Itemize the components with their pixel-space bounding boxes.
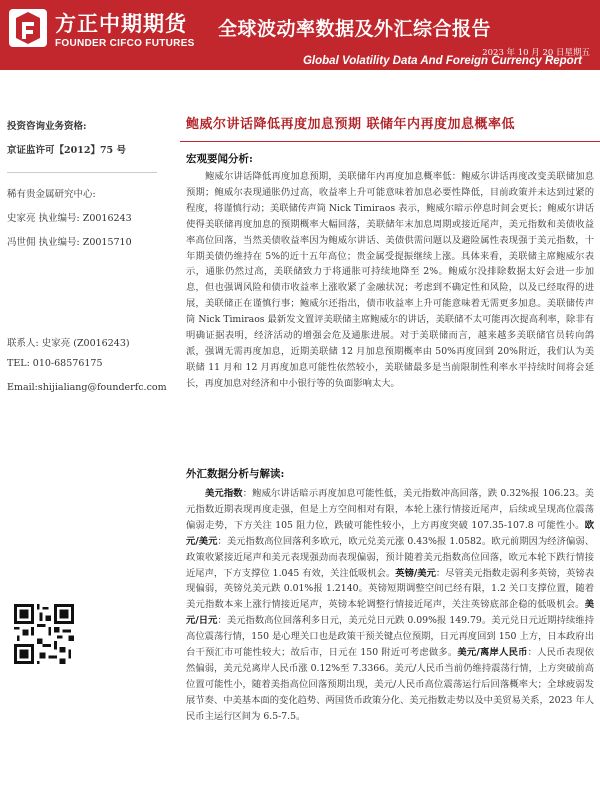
report-title-cn: 全球波动率数据及外汇综合报告 — [218, 18, 492, 40]
currency-pair-label: 美元/日元 — [186, 599, 594, 627]
sidebar — [0, 70, 170, 800]
report-title-en: Global Volatility Data And Foreign Currency Report — [302, 55, 582, 67]
fx-analysis-paragraph — [186, 486, 594, 725]
contact-email[interactable]: Email:shijialiang@founderfc.com — [7, 382, 167, 393]
currency-pair-commentary: ：美元指数高位回落利多欧元，欧元兑美元涨 0.43%报 1.0582。欧元前期因为经济偏弱、政策收紧接近尾声和美元表现强劲而表现偏弱，预计随着美元指数高位回落，欧元本轮下跌行情接近尾声，下方支撑位 1.045 有效，关注低吸机会。 — [186, 535, 594, 579]
analyst-1: 史家亮 执业编号: Z0016243 — [7, 213, 132, 224]
qr-code-icon — [14, 604, 74, 664]
title-divider — [180, 141, 600, 142]
qualification-label: 投资咨询业务资格: — [7, 121, 87, 132]
research-team: 稀有贵金属研究中心: — [7, 189, 96, 200]
currency-pair-label: 美元/离岸人民币 — [457, 647, 528, 659]
currency-pair-commentary: ：人民币表现依然偏弱，美元兑离岸人民币涨 0.12%至 7.3366。美元/人民币当前仍维持震荡行情，上方突破前高位置可能性小，随着美指高位回落预期出现，美元/人民币高位震荡运行后回落概率大；全球疲弱发展节奏、中美基本面的变化趋势、两国货币政策分化、美元指数走势以及中美贸易关系，2023 年人民币主运行区间为 6.5-7.5。 — [186, 647, 594, 722]
currency-pair-label: 欧元/美元 — [186, 519, 594, 547]
analyst-2: 冯世佣 执业编号: Z0015710 — [7, 237, 132, 248]
currency-pair-commentary: ：鲍威尔讲话暗示再度加息可能性低，美元指数冲高回落，跌 0.32%报 106.23。美元指数近期表现再度走强，但是上方空间相对有限，本轮上涨行情接近尾声，后续或呈现高位震荡偏弱走势，下方关注 105 阻力位，跌破可能性较小，上方再度突破 107.35-107.8 可能性小。 — [186, 488, 594, 531]
page-title: 鲍威尔讲话降低再度加息预期 联储年内再度加息概率低 — [186, 117, 516, 132]
founder-logo-icon — [8, 8, 48, 48]
section-heading-macro: 宏观要闻分析: — [186, 153, 253, 165]
company-name-cn: 方正中期期货 — [55, 12, 187, 36]
currency-pair-label: 美元指数 — [205, 488, 243, 499]
contact-tel: TEL: 010-68576175 — [7, 358, 103, 369]
sidebar-divider — [7, 172, 157, 173]
currency-pair-commentary: ：美元指数高位回落利多日元，美元兑日元跌 0.09%报 149.79。美元兑日元近期持续维持高位震荡行情，150 是心理关口也是政策干预关键点位预期，日元再度回到 150 上方，日本政府出台干预汇市可能性较大；故后市，日元在 150 附近可考虑做多。 — [186, 615, 594, 659]
report-header — [0, 0, 600, 70]
currency-pair-commentary: ：尽管美元指数走弱利多英镑，英镑表现偏弱，英镑兑美元跌 0.01%报 1.2140。英镑短期调整空间已经有限，1.2 关口支撑位置，随着美元指数本来上涨行情接近尾声，英镑本轮调整行情接近尾声，关注英镑底部企稳的低吸机会。 — [186, 567, 594, 611]
macro-analysis-paragraph: 鲍威尔讲话降低再度加息预期，美联储年内再度加息概率低：鲍威尔讲话再度改变美联储加息预期；鲍威尔表现通胀仍过高，收益率上升可能意味着加息必要性降低，目前政策并未达到过紧的程度，将谨慎行动；美联储传声筒 Nick Timiraos 表示，鲍威尔暗示停息时间会更长；鲍威尔讲话使得美联储再度加息的预期概率大幅回落，美联储年末加息周期或接近尾声，美元指数和美债收益率高位回落，当然美债收益率因为鲍威尔讲话、美债供需问题以及避险属性表现强于美元指数，十年期美债仍维持在 5%的近十五年高位；贵金属受提振继续上涨。具体来看，美联储主席鲍威尔表示，通胀仍然过高，美联储致力于将通胀可持续地降至 2%。鲍威尔没排除数据太好会进一步加息，但也强调风险和债市收益率上涨收紧了金融状况；考虑到不确定性和风险，以及已经取得的进展，美联储正在谨慎行事；鲍威尔还指出，债市收益率上升可能意味着无需更多加息。美联储传声筒 Nick Timiraos 最新发文置评美联储主席鲍威尔的讲话，美联储不太可能再次提高利率，除非有明确证据表明，经济活动的增强会危及通胀进展。对于美联储而言，越来越多美联储官员转向鸽派，强调无需再度加息，近期美联储 12 月加息预期概率由 50%再度回到 20%附近，我们认为美联储 11 月和 12 月再度加息可能性依然较小，美联储最多是当前限制性利率水平持续时间将会延长，再度加息对经济和中小银行等的负面影响太大。 — [186, 171, 594, 389]
section-heading-fx: 外汇数据分析与解读: — [186, 468, 285, 480]
currency-pair-label: 英镑/美元 — [395, 567, 436, 579]
qualification-number: 京证监许可【2012】75 号 — [7, 145, 126, 156]
company-name-en: FOUNDER CIFCO FUTURES — [55, 38, 195, 49]
report-date: 2023 年 10 月 20 日星期五 — [482, 48, 590, 58]
contact-person: 联系人: 史家亮 (Z0016243) — [7, 338, 130, 349]
